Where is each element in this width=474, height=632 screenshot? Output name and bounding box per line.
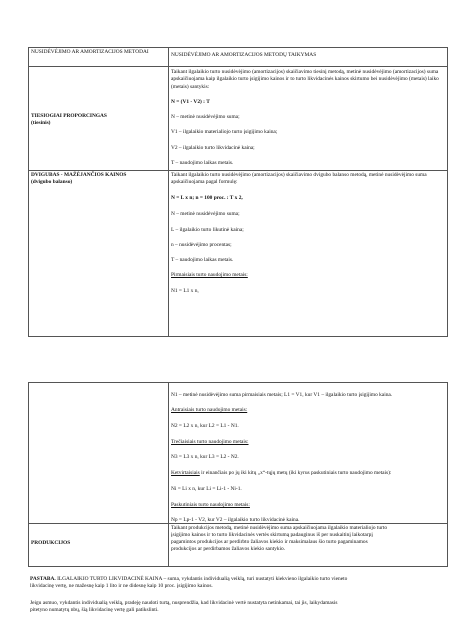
fourth-year-rest: ir einančiais po jų iki kitų „x“-tųjų metų (iki kyrus paskutiniais turto naudojimo metais): <box>199 470 392 476</box>
first-year-formula: N1 = L1 x n, <box>171 288 199 294</box>
column-divider <box>168 47 169 337</box>
note-paragraph-line2: likvidacinę vertę, ne mažesnę kaip 1 lito ir ne didesnę kaip 10 proc. įsigijimo kainos. <box>30 583 213 589</box>
method-production-name: PRODUKCIJOS <box>31 540 71 546</box>
note-label: PASTABA. <box>30 576 56 582</box>
first-year-heading: Pirmaisiais turto naudojimo metais: <box>171 272 248 278</box>
row-divider <box>28 66 448 67</box>
double-description: Taikant ilgalaikio turto nusidėvėjimo (amortizacijos) skaičiavimo dvigubo balanso metodą, metinė nusidėvėjimo suma apskaičiuojama pagal formulę: <box>171 172 427 186</box>
double-def: L – ilgalaikio turto likutinė kaina; <box>171 227 244 233</box>
header-methods: NUSIDĖVĖJIMO AR AMORTIZACIJOS METODAI <box>31 49 149 55</box>
method-straight-sub: (tiesinis) <box>31 120 51 126</box>
last-year-formula: Np = Lp-1 - V2, kur V2 – ilgalaikio turto likvidacinė kaina. <box>171 517 300 523</box>
footer-paragraph-line2: pitetyno numatytų nbų, šią likvidacinę vertę gali patikslinti. <box>30 607 159 613</box>
fourth-year-line <box>171 470 443 477</box>
i-year-formula: Ni = Li x n, kur Li = Li-1 - Ni-1. <box>171 486 242 492</box>
straight-description: Taikant ilgalaikio turto nusidėvėjimo (amortizacijos) skaičiavimo tiesinį metodą, metinė nusidėvėjimo (amortizacijos) suma apskaičiuojama kaip ilgalaikio turto įsigijimo kainos ir to turto likvidacinės kainos skirtumo bei nusidėvėjimo (metais) laiko (metais) santykis: <box>171 69 439 90</box>
third-year-heading: Trečiaisiais turto naudojimo metais: <box>171 439 249 445</box>
straight-def: V1 – ilgalaikio materialiojo turto įsigijimo kaina; <box>171 129 278 135</box>
note-text: ILGALAIKIO TURTO LIKVIDACINĖ KAINA – suma, vykdantis individualią veiklą, turi nustatyti kiekvieno ilgalaikio turto vieneto <box>55 576 348 582</box>
straight-formula: N = (V1 - V2) : T <box>171 99 210 105</box>
third-year-formula: N3 = L3 x n, kur L3 = L2 - N2. <box>171 454 239 460</box>
production-desc-line: produkcijos ar perdirbamos žaliavos kiekio santykio. <box>171 546 286 552</box>
n1-definition: N1 – metinė nusidėvėjimo suma pirmaisiais metais; L1 = V1, kur V1 – ilgalaikio turto įsigijimo kaina. <box>171 392 393 398</box>
fourth-year-heading: Ketvirtaisiais <box>171 470 200 476</box>
header-application: NUSIDĖVĖJIMO AR AMORTIZACIJOS METODŲ TAIKYMAS <box>171 52 317 58</box>
straight-def: N – metinė nusidėvėjimo suma; <box>171 114 240 120</box>
double-def: T – naudojimo laikas metais. <box>171 257 234 263</box>
double-formula: N = L x n; n = 100 proc. : T x 2, <box>171 195 243 201</box>
double-def: n – nusidėvėjimo procentas; <box>171 242 232 248</box>
straight-def: T – naudojimo laikas metais. <box>171 160 234 166</box>
straight-def: V2 – ilgalaikio turto likvidacinė kaina; <box>171 145 255 151</box>
method-double-sub: (dvigubo balanso) <box>31 179 73 185</box>
row-divider <box>28 170 448 171</box>
second-year-formula: N2 = L2 x n, kur L2 = L1 - N1. <box>171 423 239 429</box>
double-def: N – metinė nusidėvėjimo suma; <box>171 211 240 217</box>
production-desc-line: įsigijimo kainos ir to turto likvidacinės vertės skirtumą padauginus iš per nuskaitinį laikotarpį <box>171 532 373 538</box>
last-year-heading: Paskutiniais turto naudojimo metais: <box>171 502 250 508</box>
production-desc-line: Taikant produkcijos metodą, metinė nusidėvėjimo suma apskaičiuojama ilgalaikio materialiojo turto <box>171 525 388 531</box>
second-year-heading: Antraisiais turto naudojimo metais: <box>171 407 248 413</box>
footer-paragraph: Jeigu asmuo, vykdantis individualią veiklą, pradeję naudoti turtą, nusprendžia, kad likvidacinė vertė nustatyta netinkamai, tai jis, laikydamasis <box>30 600 338 606</box>
method-double-name: DVIGUBAS - MAŽĖJANČIOS KAINOS <box>31 172 127 178</box>
column-divider <box>168 382 169 567</box>
method-straight-name: TIESIOGIAI PROPORCINGAS <box>31 113 107 119</box>
production-desc-line: pagamintos produkcijos ar perdirbto žaliavos kiekio ir maksimalaus šio turto pagaminamos <box>171 539 368 545</box>
